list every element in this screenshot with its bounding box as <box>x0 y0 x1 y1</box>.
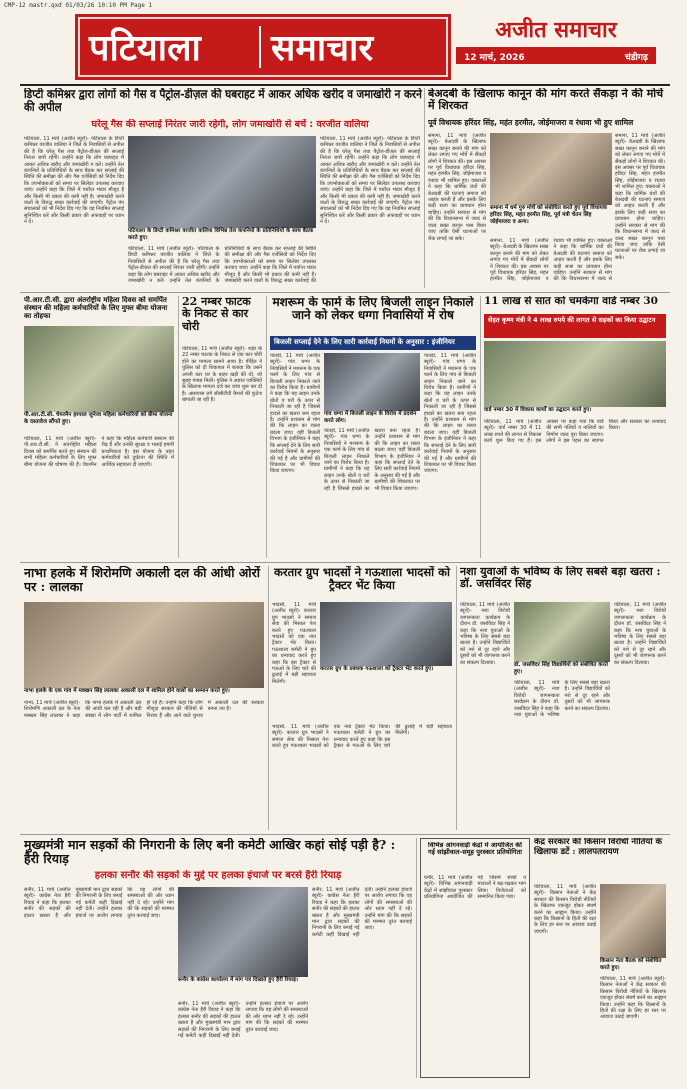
story2-subhead: पूर्व विधायक हरिंदर सिंह, महंत हरमीत, जोईमाजरा व रंधावा भी हुए शामिल <box>428 118 634 127</box>
story5-body-col1: पातड़ां, 11 मार्च (अजीत ब्यूरो)- गांव धग्गा के निवासियों ने मशरूम के एक फार्म के लिए गांव से बिजली लाइन निकाले जाने का विरोध किया है। ग्रामीणों ने कहा कि यह लाइन उनके खेतों व घरों के ऊपर से निकाली जा रही है जिससे हादसे का खतरा बना रहता है। उन्होंने प्रशासन से मांग की कि लाइन का रास्ता बदला जाए। वहीं बिजली विभाग के इंजीनियर ने कहा कि सप्लाई देने के लिए सारी कार्रवाई नियमों के अनुसार की गई है और ग्रामीणों की शिकायत पर भी विचार किया जाएगा। <box>270 353 320 475</box>
story10-body-col1: सनौर, 11 मार्च (अजीत ब्यूरो)- कांग्रेस नेता हैरी रियाड़ ने कहा कि हलका सनौर की सड़कों की हालत खस्ता है और मुख्यमंत्री मान द्वारा सड़कों की निगरानी के लिए बनाई गई कमेटी कहीं दिखाई नहीं देती। उन्होंने हलका इंचार्ज पर आरोप लगाया कि वह लोगों की समस्याओं की ओर ध्यान नहीं दे रहे। उन्होंने मांग की कि सड़कों की मरम्मत तुरंत करवाई जाए। <box>24 887 174 919</box>
story2-body-col2: समाना, 11 मार्च (अजीत ब्यूरो)- बेअदबी के खिलाफ सख्त कानून बनाने की मांग को लेकर लगाए गए मोर्चे में सैंकड़ों लोगों ने शिरकत की। इस अवसर पर पूर्व विधायक हरिंदर सिंह, महंत हरमीत सिंह, जोईमाजरा व रंधावा भी शामिल हुए। वक्ताओं ने कहा कि धार्मिक ग्रंथों की बेअदबी की घटनाएं समाज को आहत करती हैं और इसके लिए कड़ी सजा का प्रावधान होना चाहिए। उन्होंने सरकार से मांग की कि विधानसभा में जल्द से <box>490 238 612 283</box>
story7-body: नाभा, 11 मार्च (अजीत ब्यूरो)- शिरोमणि अकाली दल के नेता मक्खन सिंह लालका ने कहा कि नाभा हलके में अकाली दल की आंधी चल रही है और बड़ी संख्या में लोग पार्टी में शामिल हो रहे हैं। उन्होंने कहा कि लोग मौजूदा सरकार की नीतियों से निराश हैं और आने वाले चुनाव में अकाली दल की सरकार बनना तय है। <box>24 700 264 719</box>
story5-photo-caption: गांव धग्गा में बिजली लाइन के विरोध में प्रदर्शन करते लोग। <box>324 411 420 426</box>
story1-body-col1: पटियाला, 11 मार्च (अजीत ब्यूरो)- पटियाला के डिप्टी कमिश्नर वरजीत वालिया ने जिले के निवासियों से अपील की है कि घरेलू गैस तथा पैट्रोल-डीज़ल की सप्लाई निरंतर जारी रहेगी। उन्होंने कहा कि लोग घबराहट में आकर अधिक खरीद और जमाखोरी न करें। उन्होंने तेल कंपनियों के प्रतिनिधियों के साथ बैठक कर सप्लाई की स्थिति की समीक्षा की और गैस एजेंसियों को निर्देश दिए कि उपभोक्ताओं को समय पर सिलेंडर उपलब्ध करवाए जाएं। उन्होंने कहा कि जिले में पर्याप्त भंडार मौजूद है और किसी भी प्रकार की कमी नहीं है। जमाखोरी करने वालों के विरुद्ध सख्त कार्रवाई की जाएगी। पैट्रोल पंप संचालकों को भी निर्देश दिए गए कि वह नियमित सप्लाई सुनिश्चित करें और किसी प्रकार की अफवाहों पर ध्यान न दें। <box>24 136 124 226</box>
file-info-line: CMP-12 mastr.qxd 01/03/26 10:10 PM Page 1 <box>4 2 153 9</box>
story1-headline: डिप्टी कमिश्नर द्वारा लोगों को गैस व पैट्रोल-डीज़ल की घबराहट में आकर अधिक खरीद व जमाखोरी न करने की अपील <box>24 88 422 115</box>
story2-body-col3: समाना, 11 मार्च (अजीत ब्यूरो)- बेअदबी के खिलाफ सख्त कानून बनाने की मांग को लेकर लगाए गए मोर्चे में सैंकड़ों लोगों ने शिरकत की। इस अवसर पर पूर्व विधायक हरिंदर सिंह, महंत हरमीत सिंह, जोईमाजरा व रंधावा भी शामिल हुए। वक्ताओं ने कहा कि धार्मिक ग्रंथों की बेअदबी की घटनाएं समाज को आहत करती हैं और इसके लिए कड़ी सजा का प्रावधान होना चाहिए। उन्होंने सरकार से मांग की कि विधानसभा में जल्द से जल्द सख्त कानून पास किया जाए ताकि ऐसी घटनाओं पर रोक लगाई जा सके। <box>615 133 665 261</box>
masthead-word-patiala: पटियाला <box>89 27 201 69</box>
story5-headline: मशरूम के फार्म के लिए बिजली लाइन निकाले जाने को लेकर धग्गा निवासियों में रोष <box>272 296 474 323</box>
story12-body-col2: पटियाला, 11 मार्च (अजीत ब्यूरो)- किसान नेताओं ने केंद्र सरकार की किसान विरोधी नीतियों के खिलाफ एकजुट होकर संघर्ष करने का आह्वान किया। उन्होंने कहा कि किसानों के हितों की रक्षा के लिए हर स्तर पर आवाज उठाई जाएगी। <box>600 976 666 1021</box>
story7-photo-caption: नाभा हलके के एक गांव में मक्खन सिंह लालका अकाली दल में शामिल होने वालों का सम्मान करते हुए। <box>24 688 264 697</box>
story2-headline: बेअदबी के खिलाफ कानून की मांग करते सैंकड़ा ने की मोर्चे में शिरकत <box>428 88 664 113</box>
story12-headline: केंद्र सरकार की किसान विरोधी नीतियों के खिलाफ डटें : लालपतरायण <box>534 838 663 857</box>
story4-headline: 22 नम्बर फाटक के निकट से कार चोरी <box>182 296 251 333</box>
story12-photo <box>600 884 666 958</box>
story3-body: पटियाला, 11 मार्च (अजीत ब्यूरो)- पी.आर.टी.सी. ने अंतर्राष्ट्रीय महिला दिवस को समर्पित करते हुए संस्थान की सभी महिला कर्मचारियों के लिए मुफ्त बीमा योजना की घोषणा की है। चेयरमैन ने कहा कि महिला कर्मचारी संस्थान की रीढ़ हैं और उनकी सुरक्षा व भलाई हमारी प्राथमिकता है। इस योजना के तहत कर्मचारियों को दुर्घटना की स्थिति में आर्थिक सहायता दी जाएगी। <box>24 436 174 468</box>
story10-photo-caption: सनौर के कांग्रेस कार्यालय में मांग पत्र दिखाते हुए हैरी रियाड़। <box>178 977 308 999</box>
story8-photo <box>320 602 452 666</box>
story2-body-col1: समाना, 11 मार्च (अजीत ब्यूरो)- बेअदबी के खिलाफ सख्त कानून बनाने की मांग को लेकर लगाए गए मोर्चे में सैंकड़ों लोगों ने शिरकत की। इस अवसर पर पूर्व विधायक हरिंदर सिंह, महंत हरमीत सिंह, जोईमाजरा व रंधावा भी शामिल हुए। वक्ताओं ने कहा कि धार्मिक ग्रंथों की बेअदबी की घटनाएं समाज को आहत करती हैं और इसके लिए कड़ी सजा का प्रावधान होना चाहिए। उन्होंने सरकार से मांग की कि विधानसभा में जल्द से जल्द सख्त कानून पास किया जाए ताकि ऐसी घटनाओं पर रोक लगाई जा सके। <box>428 133 486 242</box>
story3-photo <box>24 326 174 412</box>
issue-date: 12 मार्च, 2026 <box>464 53 525 63</box>
story9-photo-caption: डॉ. जसविंदर सिंह विद्यार्थियों को संबोधित करते हुए। <box>514 662 610 677</box>
story9-headline: नशा युवाओं के भविष्य के लिए सबसे बड़ा खतरा : डॉ. जसविंदर सिंह <box>460 566 661 591</box>
story8-headline: करतार ग्रुप भादसों ने गऊशाला भादसों को ट्रैक्टर भेंट किया <box>274 566 450 592</box>
story5-body-col3: पातड़ां, 11 मार्च (अजीत ब्यूरो)- गांव धग्गा के निवासियों ने मशरूम के एक फार्म के लिए गांव से बिजली लाइन निकाले जाने का विरोध किया है। ग्रामीणों ने कहा कि यह लाइन उनके खेतों व घरों के ऊपर से निकाली जा रही है जिससे हादसे का खतरा बना रहता है। उन्होंने प्रशासन से मांग की कि लाइन का रास्ता बदला जाए। वहीं बिजली विभाग के इंजीनियर ने कहा कि सप्लाई देने के लिए सारी कार्रवाई नियमों के अनुसार की गई है और ग्रामीणों की शिकायत पर भी विचार किया जाएगा। <box>424 353 476 475</box>
story1-subhead: घरेलू गैस की सप्लाई निरंतर जारी रहेगी, लोग जमाखोरी से बचें : वरजीत वालिया <box>91 119 369 130</box>
story1-body-col3: पटियाला, 11 मार्च (अजीत ब्यूरो)- पटियाला के डिप्टी कमिश्नर वरजीत वालिया ने जिले के निवासियों से अपील की है कि घरेलू गैस तथा पैट्रोल-डीज़ल की सप्लाई निरंतर जारी रहेगी। उन्होंने कहा कि लोग घबराहट में आकर अधिक खरीद और जमाखोरी न करें। उन्होंने तेल कंपनियों के प्रतिनिधियों के साथ बैठक कर सप्लाई की स्थिति की समीक्षा की और गैस एजेंसियों को निर्देश दिए कि उपभोक्ताओं को समय पर सिलेंडर उपलब्ध करवाए जाएं। उन्होंने कहा कि जिले में पर्याप्त भंडार मौजूद है और किसी भी प्रकार की कमी नहीं है। जमाखोरी करने वालों के विरुद्ध सख्त कार्रवाई की जाएगी। पैट्रोल पंप संचालकों को भी निर्देश दिए गए कि वह नियमित सप्लाई सुनिश्चित करें और किसी प्रकार की अफवाहों पर ध्यान न दें। <box>320 136 420 226</box>
story6-tag: सेहत कृष्ण मंत्री ने 4 लाख रुपये की लागत से सड़कों का किया उद्घाटन <box>484 314 666 338</box>
story6-body: पटियाला, 11 मार्च (अजीत ब्यूरो)- वार्ड नम्बर 30 में 11 लाख रुपये की लागत से विकास कार्य शुरू किए गए हैं। इस अवसर पर कहा गया कि वार्ड की सभी गलियों व नालियों का निर्माण जल्द पूरा किया जाएगा। लोगों ने इस पहल का स्वागत किया और सरकार का धन्यवाद किया। <box>484 419 666 445</box>
masthead-word-samachar: समाचार <box>271 27 374 69</box>
story11-body: घनौर, 11 मार्च (अजीत ब्यूरो)- विभिन्न आंगनवाड़ी केंद्रों में सांझीवाल पुरस्कार प्रतियोगिता आयोजित की गई जिसमें बच्चों व माताओं ने बढ़-चढ़कर भाग लिया। विजेताओं को सम्मानित किया गया। <box>424 875 526 901</box>
story9-body-col2: पटियाला, 11 मार्च (अजीत ब्यूरो)- नशा विरोधी जागरूकता कार्यक्रम के दौरान डॉ. जसविंदर सिंह ने कहा कि नशा युवाओं के भविष्य के लिए सबसे बड़ा खतरा है। उन्होंने विद्यार्थियों को नशे से दूर रहने और दूसरों को भी जागरूक करने का संकल्प दिलाया। <box>514 680 610 719</box>
date-bar <box>456 47 656 64</box>
story11-kicker: विभिन्न आंगनवाड़ी केंद्रों में आयोजित की गई सांझीवाल-समूह पुरस्कार प्रतियोगिता <box>428 842 522 857</box>
story3-kicker: पी.आर.टी.सी. द्वारा अंतर्राष्ट्रीय महिला दिवस को समर्पित संस्थान की महिला कर्मचारियों के लिए मुफ्त बीमा योजना का तोहफा <box>24 296 168 320</box>
story6-photo <box>484 341 666 407</box>
story9-body-col1: पटियाला, 11 मार्च (अजीत ब्यूरो)- नशा विरोधी जागरूकता कार्यक्रम के दौरान डॉ. जसविंदर सिंह ने कहा कि नशा युवाओं के भविष्य के लिए सबसे बड़ा खतरा है। उन्होंने विद्यार्थियों को नशे से दूर रहने और दूसरों को भी जागरूक करने का संकल्प दिलाया। <box>460 602 510 666</box>
story1-photo <box>128 136 316 228</box>
story10-subhead: हलका सनौर की सड़कों के मुद्दे पर हलका इंचार्ज पर बरसे हैरी रियाड़ <box>94 870 342 881</box>
story9-body-col3: पटियाला, 11 मार्च (अजीत ब्यूरो)- नशा विरोधी जागरूकता कार्यक्रम के दौरान डॉ. जसविंदर सिंह ने कहा कि नशा युवाओं के भविष्य के लिए सबसे बड़ा खतरा है। उन्होंने विद्यार्थियों को नशे से दूर रहने और दूसरों को भी जागरूक करने का संकल्प दिलाया। <box>614 602 666 666</box>
story3-photo-caption: पी.आर.टी.सी. चेयरमैन हरपाल जुनेजा महिला कर्मचारियों को बीमा योजना के दस्तावेज सौंपते हुए। <box>24 412 174 434</box>
story10-body-col3: सनौर, 11 मार्च (अजीत ब्यूरो)- कांग्रेस नेता हैरी रियाड़ ने कहा कि हलका सनौर की सड़कों की हालत खस्ता है और मुख्यमंत्री मान द्वारा सड़कों की निगरानी के लिए बनाई गई कमेटी कहीं दिखाई नहीं देती। उन्होंने हलका इंचार्ज पर आरोप लगाया कि वह लोगों की समस्याओं की ओर ध्यान नहीं दे रहे। उन्होंने मांग की कि सड़कों की मरम्मत तुरंत करवाई जाए। <box>312 887 412 938</box>
brand-logo: अजीत समाचार <box>495 17 617 43</box>
story10-headline: मुख्यमंत्री मान सड़कों की निगरानी के लिए बनी कमेटी आखिर कहां सोई पड़ी है? : हैरी रियाड़ <box>24 838 396 866</box>
story5-tag: बिजली सप्लाई देने के लिए सारी कार्रवाई नियमों के अनुसार : इंजीनियर <box>270 336 476 350</box>
brand-block <box>456 14 656 70</box>
story12-body-col1: पटियाला, 11 मार्च (अजीत ब्यूरो)- किसान नेताओं ने केंद्र सरकार की किसान विरोधी नीतियों के खिलाफ एकजुट होकर संघर्ष करने का आह्वान किया। उन्होंने कहा कि किसानों के हितों की रक्षा के लिए हर स्तर पर आवाज उठाई जाएगी। <box>534 884 596 935</box>
story6-photo-caption: वार्ड नम्बर 30 में विकास कार्यों का उद्घाटन करते हुए। <box>484 407 666 416</box>
story1-body-col2: पटियाला, 11 मार्च (अजीत ब्यूरो)- पटियाला के डिप्टी कमिश्नर वरजीत वालिया ने जिले के निवासियों से अपील की है कि घरेलू गैस तथा पैट्रोल-डीज़ल की सप्लाई निरंतर जारी रहेगी। उन्होंने कहा कि लोग घबराहट में आकर अधिक खरीद और जमाखोरी न करें। उन्होंने तेल कंपनियों के प्रतिनिधियों के साथ बैठक कर सप्लाई की स्थिति की समीक्षा की और गैस एजेंसियों को निर्देश दिए कि उपभोक्ताओं को समय पर सिलेंडर उपलब्ध करवाए जाएं। उन्होंने कहा कि जिले में पर्याप्त भंडार मौजूद है और किसी भी प्रकार की कमी नहीं है। जमाखोरी करने वालों के विरुद्ध सख्त कार्रवाई की <box>128 246 316 285</box>
story8-photo-caption: करतार ग्रुप के प्रबंधक गऊशाला को ट्रैक्टर भेंट करते हुए। <box>320 666 452 681</box>
story4-body: पटियाला, 11 मार्च (अजीत ब्यूरो)- शहर के 22 नम्बर फाटक के निकट से एक कार चोरी होने का मामला सामने आया है। पीड़ित ने पुलिस को दी शिकायत में बताया कि उसने अपनी कार घर के बाहर खड़ी की थी, जो सुबह गायब मिली। पुलिस ने अज्ञात व्यक्तियों के खिलाफ मामला दर्ज कर जांच शुरू कर दी है। आसपास लगे सीसीटीवी कैमरों की फुटेज खंगाली जा रही है। <box>182 346 262 404</box>
story7-photo <box>24 602 264 688</box>
story12-photo-caption: किसान नेता बैठक को संबोधित करते हुए। <box>600 958 666 973</box>
story7-headline: नाभा हलके में शिरोमणि अकाली दल की आंधी ओरों पर : लालका <box>24 566 260 594</box>
masthead-separator <box>259 26 261 68</box>
story1-photo-caption: पटियाला के डिप्टी कमिश्नर वरजीत वालिया विभिन्न तेल कंपनियों के प्रतिनिधियों के साथ बैठक करते हुए। <box>128 228 316 243</box>
story5-body-col2: पातड़ां, 11 मार्च (अजीत ब्यूरो)- गांव धग्गा के निवासियों ने मशरूम के एक फार्म के लिए गांव से बिजली लाइन निकाले जाने का विरोध किया है। ग्रामीणों ने कहा कि यह लाइन उनके खेतों व घरों के ऊपर से निकाली जा रही है जिससे हादसे का खतरा बना रहता है। उन्होंने प्रशासन से मांग की कि लाइन का रास्ता बदला जाए। वहीं बिजली विभाग के इंजीनियर ने कहा कि सप्लाई देने के लिए सारी कार्रवाई नियमों के अनुसार की गई है और ग्रामीणों की शिकायत पर भी विचार किया जाएगा। <box>324 428 420 492</box>
masthead-banner <box>75 14 451 80</box>
story9-photo <box>514 602 610 662</box>
issue-city: चंडीगढ़ <box>625 53 648 63</box>
story8-body-col2: भादसों, 11 मार्च (अजीत ब्यूरो)- करतार ग्रुप भादसों ने समाज सेवा की मिसाल पेश करते हुए गऊशाला भादसों को एक नया ट्रैक्टर भेंट किया। गऊशाला कमेटी ने ग्रुप का धन्यवाद करते हुए कहा कि इस ट्रैक्टर से गऊओं के लिए चारे की ढुलाई में बड़ी सहायता मिलेगी। <box>272 724 452 750</box>
story5-photo <box>324 353 420 411</box>
story10-body-col2: सनौर, 11 मार्च (अजीत ब्यूरो)- कांग्रेस नेता हैरी रियाड़ ने कहा कि हलका सनौर की सड़कों की हालत खस्ता है और मुख्यमंत्री मान द्वारा सड़कों की निगरानी के लिए बनाई गई कमेटी कहीं दिखाई नहीं देती। उन्होंने हलका इंचार्ज पर आरोप लगाया कि वह लोगों की समस्याओं की ओर ध्यान नहीं दे रहे। उन्होंने मांग की कि सड़कों की मरम्मत तुरंत करवाई जाए। <box>178 1001 308 1040</box>
story2-photo <box>490 133 612 205</box>
story6-headline: 11 लाख से सात को चमकेगा वार्ड नम्बर 30 <box>484 296 658 307</box>
story10-photo <box>178 887 308 977</box>
story8-body-col1: भादसों, 11 मार्च (अजीत ब्यूरो)- करतार ग्रुप भादसों ने समाज सेवा की मिसाल पेश करते हुए गऊशाला भादसों को एक नया ट्रैक्टर भेंट किया। गऊशाला कमेटी ने ग्रुप का धन्यवाद करते हुए कहा कि इस ट्रैक्टर से गऊओं के लिए चारे की ढुलाई में बड़ी सहायता मिलेगी। <box>272 602 316 685</box>
story2-photo-caption: समाना में धर्म गुरु मोर्चे को संबोधित करते हुए पूर्व विधायक हरिंदर सिंह, महंत हरमीत सिंह, पूर्व मंत्री चेतन सिंह जोईमाजरा व अन्य। <box>490 205 612 235</box>
